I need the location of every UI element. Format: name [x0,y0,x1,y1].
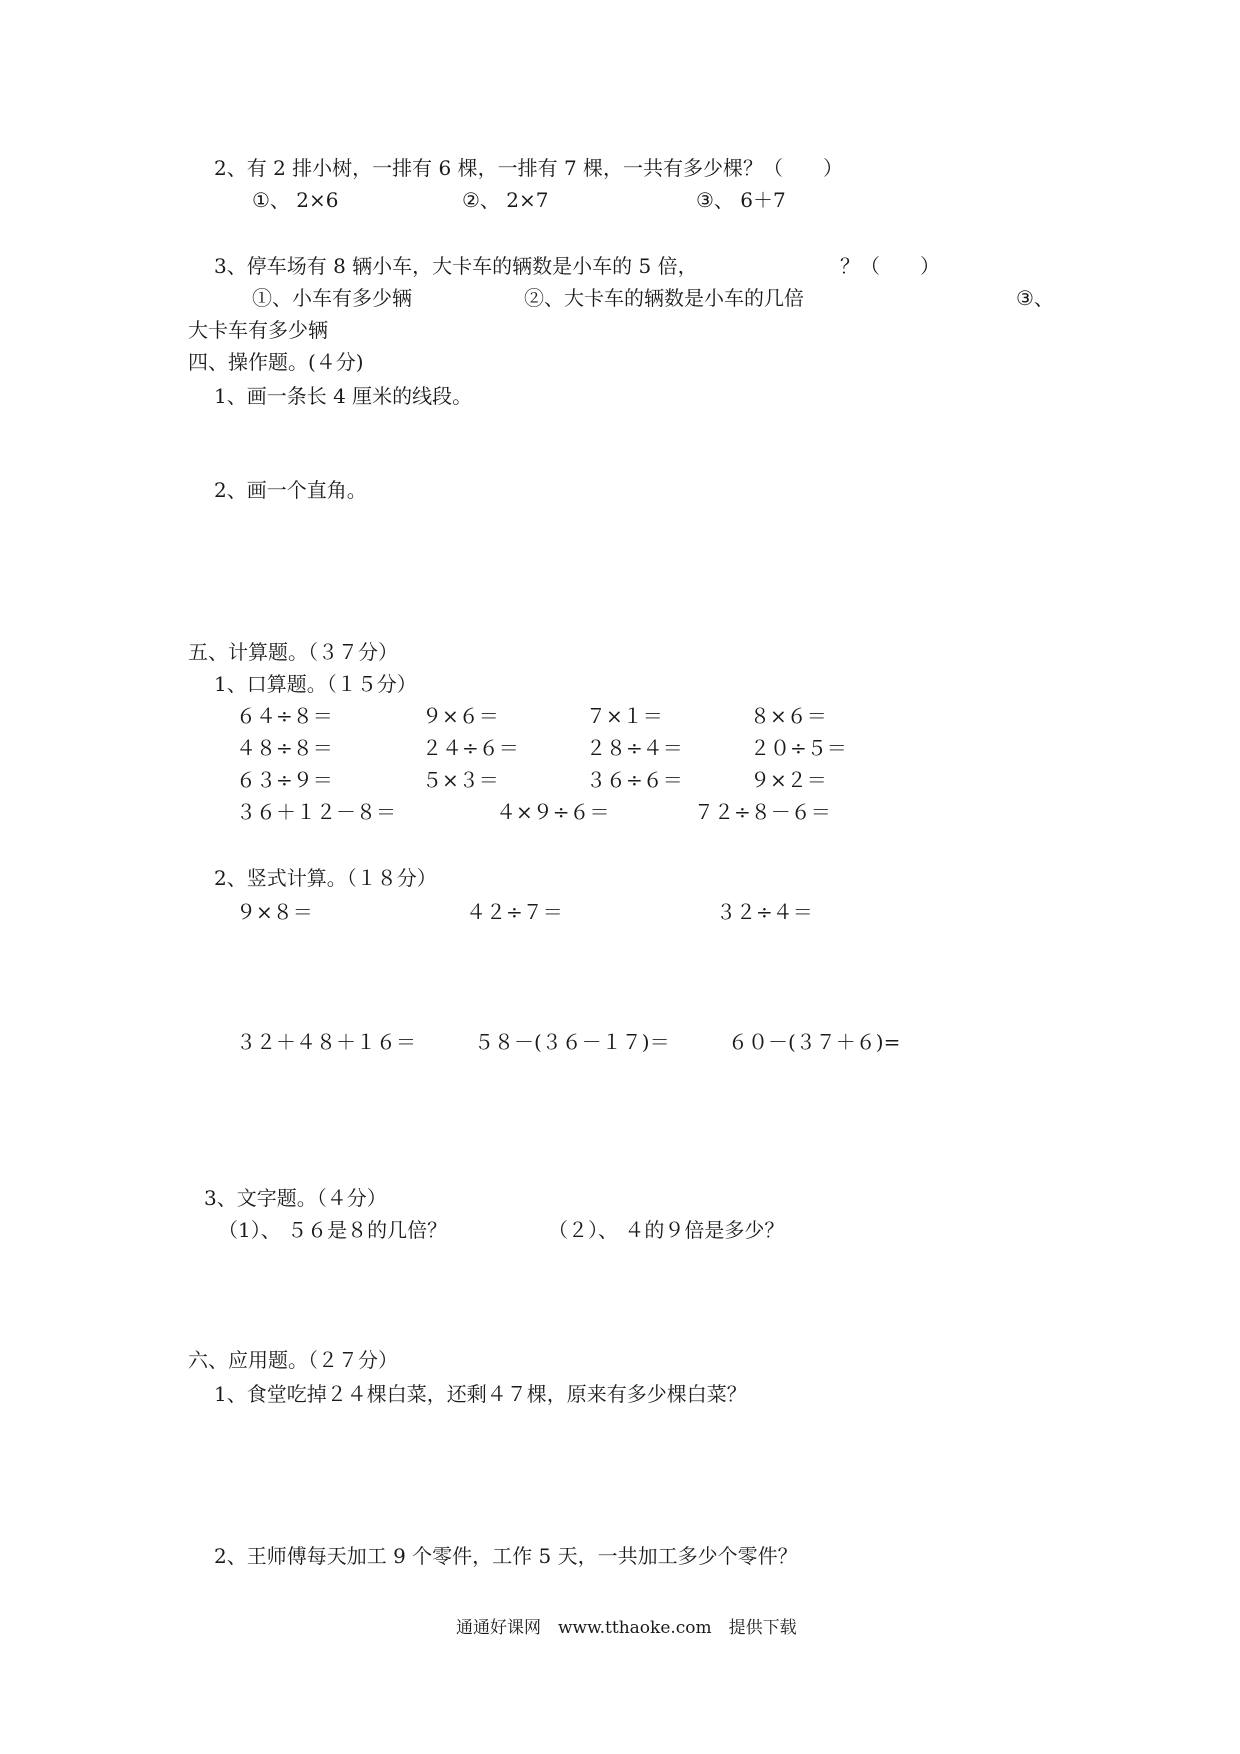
choice-q2-option-1: ①、 2×6 [252,188,339,212]
choice-q2-option-3: ③、 6＋7 [696,188,786,212]
oral-calc-item: ９×６＝ [422,704,499,728]
vertical-calc-item: ４２÷７＝ [466,900,563,924]
oral-calc-item: ６４÷８＝ [236,704,333,728]
oral-calc-item: ８×６＝ [750,704,827,728]
oral-calc-item: ７２÷８－６＝ [694,800,831,824]
section4-question-2: 2、画一个直角。 [214,478,367,502]
vertical-calc-item: ６０－(３７＋６)= [728,1030,901,1054]
word-problem-2: （２）、 ４的９倍是多少？ [548,1218,785,1242]
vertical-calc-item: ３２÷４＝ [716,900,813,924]
choice-q3-answer-blank: ？（ ） [840,254,940,278]
oral-calc-item: ７×１＝ [586,704,663,728]
page-footer: 通通好课网 www.tthaoke.com 提供下载 [456,1618,797,1638]
oral-calc-item: ６３÷９＝ [236,768,333,792]
oral-calc-item: ２０÷５＝ [750,736,847,760]
oral-calc-item: ２８÷４＝ [586,736,683,760]
vertical-calc-title: 2、竖式计算。（１８分） [214,866,437,890]
oral-calc-item: ９×２＝ [750,768,827,792]
oral-calc-title: 1、口算题。（１５分） [214,672,417,696]
vertical-calc-item: ９×８＝ [236,900,313,924]
section6-question-1: 1、食堂吃掉２４棵白菜，还剩４７棵，原来有多少棵白菜？ [214,1382,747,1406]
section6-title: 六、应用题。（２７分） [188,1348,398,1372]
choice-q3-option-1: ①、小车有多少辆 [252,286,412,310]
section4-question-1: 1、画一条长 4 厘米的线段。 [214,384,473,408]
oral-calc-item: ３６÷６＝ [586,768,683,792]
oral-calc-item: ４８÷８＝ [236,736,333,760]
word-problem-1: （1）、 ５６是８的几倍？ [218,1218,448,1242]
choice-q3-option-3-text: 大卡车有多少辆 [188,318,328,342]
oral-calc-item: ３６＋１２－８＝ [236,800,396,824]
vertical-calc-item: ３２＋４８＋１６＝ [236,1030,416,1054]
choice-q2-option-2: ②、 2×7 [462,188,549,212]
section5-title: 五、计算题。（３７分） [188,640,398,664]
section6-question-2: 2、王师傅每天加工 9 个零件，工作 5 天，一共加工多少个零件？ [214,1544,798,1568]
choice-q3-option-2: ②、大卡车的辆数是小车的几倍 [524,286,804,310]
choice-q3-option-3-marker: ③、 [1016,286,1054,310]
choice-q2-stem: 2、有 2 排小树，一排有 6 棵，一排有 7 棵，一共有多少棵？（ ） [214,156,844,180]
oral-calc-item: ５×３＝ [422,768,499,792]
choice-q3-stem: 3、停车场有 8 辆小车，大卡车的辆数是小车的 5 倍， [214,254,698,278]
vertical-calc-item: ５８－(３６－１７)＝ [474,1030,670,1054]
oral-calc-item: ２４÷６＝ [422,736,519,760]
section4-title: 四、操作题。(４分) [188,350,364,374]
oral-calc-item: ４×９÷６＝ [496,800,610,824]
word-problem-title: 3、文字题。（４分） [204,1186,387,1210]
